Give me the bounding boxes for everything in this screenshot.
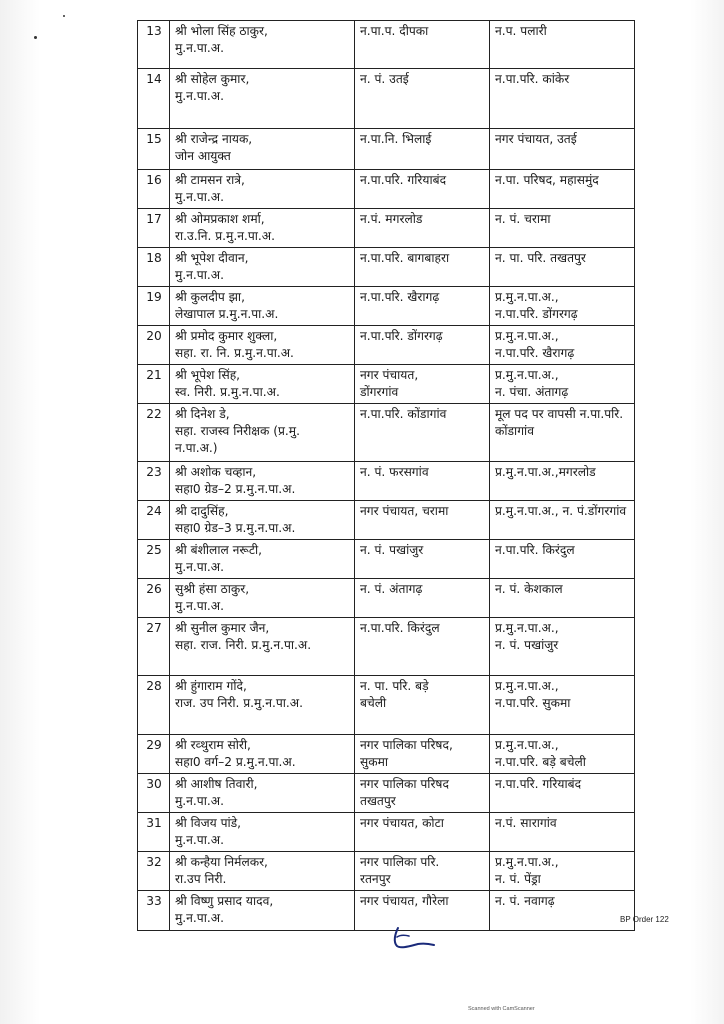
current-posting-line: न.पा.नि. भिलाई (360, 132, 432, 146)
officer-line: श्री सुनील कुमार जैन, (175, 621, 270, 635)
new-posting-line: न.प. पलारी (495, 24, 547, 38)
officer-line: श्री राजेन्द्र नायक, (175, 132, 253, 146)
new-posting-cell (490, 735, 635, 774)
signature (388, 922, 436, 956)
officer-line: सहा0 वर्ग–2 प्र.मु.न.पा.अ. (175, 755, 296, 769)
officer-line: सुश्री हंसा ठाकुर, (175, 582, 250, 596)
officer-name-cell (170, 21, 355, 69)
current-posting-cell (355, 540, 490, 579)
officer-line: सहा0 ग्रेड–2 प्र.मु.न.पा.अ. (175, 482, 296, 496)
transfer-table-body (138, 21, 635, 931)
new-posting-line: न. पा. परि. तखतपुर (495, 251, 586, 265)
new-posting-cell (490, 774, 635, 813)
new-posting-line: न. पं. पखांजुर (495, 638, 559, 652)
officer-line: सहा. राजस्व निरीक्षक (प्र.मु. (175, 424, 300, 438)
table-row (138, 735, 635, 774)
officer-name-cell (170, 129, 355, 170)
new-posting-line: मूल पद पर वापसी न.पा.परि. (495, 407, 624, 421)
serial-number: 30 (138, 774, 170, 813)
officer-name-cell (170, 676, 355, 735)
table-row (138, 69, 635, 129)
officer-name-cell (170, 404, 355, 462)
officer-name-cell (170, 540, 355, 579)
officer-line: मु.न.पा.अ. (175, 190, 224, 204)
officer-name-cell (170, 287, 355, 326)
current-posting-line: न.पा.परि. डोंगरगढ़ (360, 329, 443, 343)
new-posting-cell (490, 501, 635, 540)
table-row (138, 462, 635, 501)
officer-name-cell (170, 774, 355, 813)
new-posting-line: प्र.मु.न.पा.अ., (495, 368, 559, 382)
serial-number: 15 (138, 129, 170, 170)
current-posting-cell (355, 326, 490, 365)
officer-line: मु.न.पा.अ. (175, 794, 224, 808)
current-posting-line: नगर पंचायत, चरामा (360, 504, 449, 518)
officer-name-cell (170, 735, 355, 774)
new-posting-cell (490, 540, 635, 579)
new-posting-line: न. पं. पेंड्रा (495, 872, 541, 886)
officer-line: श्री टामसन रात्रे, (175, 173, 245, 187)
new-posting-cell (490, 852, 635, 891)
new-posting-cell (490, 618, 635, 676)
new-posting-cell (490, 891, 635, 931)
current-posting-cell (355, 170, 490, 209)
officer-line: श्री प्रमोद कुमार शुक्ला, (175, 329, 278, 343)
current-posting-cell (355, 735, 490, 774)
serial-number: 26 (138, 579, 170, 618)
current-posting-line: न.पं. मगरलोड (360, 212, 423, 226)
table-row (138, 579, 635, 618)
scanner-watermark: Scanned with CamScanner (468, 1006, 535, 1012)
new-posting-line: नगर पंचायत, उतई (495, 132, 577, 146)
scan-speck (63, 15, 65, 17)
officer-line: श्री हुंगाराम गोंदे, (175, 679, 247, 693)
current-posting-line: न.पा.परि. गरियाबंद (360, 173, 447, 187)
new-posting-cell (490, 579, 635, 618)
table-row (138, 326, 635, 365)
officer-name-cell (170, 579, 355, 618)
serial-number: 17 (138, 209, 170, 248)
current-posting-line: नगर पंचायत, गौरेला (360, 894, 449, 908)
officer-name-cell (170, 813, 355, 852)
officer-line: रा.उ.नि. प्र.मु.न.पा.अ. (175, 229, 275, 243)
new-posting-cell (490, 209, 635, 248)
officer-line: श्री दादुसिंह, (175, 504, 229, 518)
new-posting-line: न.पा.परि. किरंदुल (495, 543, 575, 557)
officer-line: श्री कन्हैया निर्मलकर, (175, 855, 268, 869)
table-row (138, 404, 635, 462)
serial-number: 28 (138, 676, 170, 735)
new-posting-line: प्र.मु.न.पा.अ., (495, 738, 559, 752)
officer-line: स्व. निरी. प्र.मु.न.पा.अ. (175, 385, 280, 399)
officer-line: श्री दिनेश डे, (175, 407, 230, 421)
current-posting-cell (355, 21, 490, 69)
table-row (138, 21, 635, 69)
serial-number: 19 (138, 287, 170, 326)
serial-number: 23 (138, 462, 170, 501)
officer-line: मु.न.पा.अ. (175, 560, 224, 574)
serial-number: 20 (138, 326, 170, 365)
new-posting-line: न.पा.परि. बड़े बचेली (495, 755, 586, 769)
new-posting-cell (490, 676, 635, 735)
table-row (138, 540, 635, 579)
new-posting-line: प्र.मु.न.पा.अ., (495, 621, 559, 635)
current-posting-line: नगर पंचायत, (360, 368, 419, 382)
current-posting-cell (355, 676, 490, 735)
table-row (138, 170, 635, 209)
new-posting-line: प्र.मु.न.पा.अ., (495, 855, 559, 869)
new-posting-cell (490, 21, 635, 69)
serial-number: 22 (138, 404, 170, 462)
new-posting-line: प्र.मु.न.पा.अ., न. पं.डोंगरगांव (495, 504, 627, 518)
current-posting-line: नगर पालिका परिषद, (360, 738, 453, 752)
current-posting-line: रतनपुर (360, 872, 391, 886)
officer-line: श्री ओमप्रकाश शर्मा, (175, 212, 265, 226)
new-posting-line: न. पं. नवागढ़ (495, 894, 555, 908)
table-row (138, 287, 635, 326)
order-reference: BP Order 122 (620, 915, 669, 924)
serial-number: 14 (138, 69, 170, 129)
new-posting-cell (490, 365, 635, 404)
officer-name-cell (170, 891, 355, 931)
current-posting-line: नगर पालिका परि. (360, 855, 440, 869)
new-posting-line: न. पं. चरामा (495, 212, 551, 226)
officer-line: मु.न.पा.अ. (175, 41, 224, 55)
serial-number: 33 (138, 891, 170, 931)
table-row (138, 618, 635, 676)
current-posting-cell (355, 365, 490, 404)
new-posting-cell (490, 248, 635, 287)
officer-line: लेखापाल प्र.मु.न.पा.अ. (175, 307, 279, 321)
new-posting-line: न.पं. सारागांव (495, 816, 557, 830)
current-posting-line: न. पं. उतई (360, 72, 409, 86)
current-posting-line: न.पा.परि. खैरागढ़ (360, 290, 440, 304)
current-posting-line: न.पा.परि. किरंदुल (360, 621, 440, 635)
new-posting-line: न. पंचा. अंतागढ़ (495, 385, 569, 399)
current-posting-line: डोंगरगांव (360, 385, 399, 399)
new-posting-cell (490, 129, 635, 170)
officer-line: सहा. रा. नि. प्र.मु.न.पा.अ. (175, 346, 294, 360)
table-row (138, 852, 635, 891)
current-posting-line: न. पं. पखांजुर (360, 543, 424, 557)
current-posting-cell (355, 774, 490, 813)
current-posting-line: न.पा.परि. कोंडागांव (360, 407, 447, 421)
officer-line: मु.न.पा.अ. (175, 599, 224, 613)
table-row (138, 891, 635, 931)
new-posting-cell (490, 69, 635, 129)
serial-number: 24 (138, 501, 170, 540)
new-posting-line: न.पा.परि. खैरागढ़ (495, 346, 575, 360)
officer-line: राज. उप निरी. प्र.मु.न.पा.अ. (175, 696, 303, 710)
transfer-table (137, 20, 635, 931)
current-posting-cell (355, 248, 490, 287)
officer-line: जोन आयुक्त (175, 149, 231, 163)
officer-line: श्री रव्थुराम सोरी, (175, 738, 251, 752)
new-posting-cell (490, 462, 635, 501)
officer-name-cell (170, 365, 355, 404)
current-posting-line: न.पा.प. दीपका (360, 24, 429, 38)
officer-line: न.पा.अ.) (175, 441, 218, 455)
new-posting-line: न.पा.परि. गरियाबंद (495, 777, 582, 791)
officer-name-cell (170, 326, 355, 365)
current-posting-cell (355, 287, 490, 326)
serial-number: 31 (138, 813, 170, 852)
officer-line: श्री भूपेश सिंह, (175, 368, 241, 382)
current-posting-line: तखतपुर (360, 794, 396, 808)
new-posting-line: प्र.मु.न.पा.अ.,मगरलोड (495, 465, 596, 479)
current-posting-cell (355, 404, 490, 462)
new-posting-line: न.पा.परि. सुकमा (495, 696, 571, 710)
officer-name-cell (170, 618, 355, 676)
table-row (138, 129, 635, 170)
table-row (138, 813, 635, 852)
officer-line: श्री विजय पांडे, (175, 816, 242, 830)
table-row (138, 676, 635, 735)
new-posting-cell (490, 404, 635, 462)
officer-line: श्री कुलदीप झा, (175, 290, 245, 304)
officer-name-cell (170, 248, 355, 287)
officer-line: सहा. राज. निरी. प्र.मु.न.पा.अ. (175, 638, 312, 652)
officer-line: श्री सोहेल कुमार, (175, 72, 250, 86)
serial-number: 16 (138, 170, 170, 209)
current-posting-line: न. पं. अंतागढ़ (360, 582, 423, 596)
officer-line: सहा0 ग्रेड–3 प्र.मु.न.पा.अ. (175, 521, 296, 535)
officer-name-cell (170, 69, 355, 129)
current-posting-line: न. पं. फरसगांव (360, 465, 429, 479)
current-posting-cell (355, 69, 490, 129)
officer-line: मु.न.पा.अ. (175, 911, 224, 925)
new-posting-line: कोंडागांव (495, 424, 534, 438)
table-row (138, 248, 635, 287)
officer-name-cell (170, 209, 355, 248)
officer-line: श्री भोला सिंह ठाकुर, (175, 24, 268, 38)
new-posting-cell (490, 813, 635, 852)
new-posting-cell (490, 326, 635, 365)
table-row (138, 365, 635, 404)
serial-number: 32 (138, 852, 170, 891)
officer-name-cell (170, 852, 355, 891)
serial-number: 21 (138, 365, 170, 404)
current-posting-cell (355, 813, 490, 852)
officer-line: रा.उप निरी. (175, 872, 227, 886)
officer-line: श्री बंशीलाल नरूटी, (175, 543, 263, 557)
new-posting-line: प्र.मु.न.पा.अ., (495, 329, 559, 343)
officer-name-cell (170, 170, 355, 209)
new-posting-line: न. पं. केशकाल (495, 582, 563, 596)
scan-speck (34, 36, 37, 39)
serial-number: 27 (138, 618, 170, 676)
officer-name-cell (170, 501, 355, 540)
serial-number: 25 (138, 540, 170, 579)
current-posting-line: न.पा.परि. बागबाहरा (360, 251, 450, 265)
table-row (138, 501, 635, 540)
current-posting-cell (355, 852, 490, 891)
table-row (138, 209, 635, 248)
current-posting-cell (355, 209, 490, 248)
officer-name-cell (170, 462, 355, 501)
current-posting-cell (355, 129, 490, 170)
new-posting-line: प्र.मु.न.पा.अ., (495, 679, 559, 693)
new-posting-line: न.पा. परिषद, महासमुंद (495, 173, 599, 187)
new-posting-line: न.पा.परि. कांकेर (495, 72, 570, 86)
officer-line: श्री अशोक चव्हान, (175, 465, 257, 479)
current-posting-line: नगर पालिका परिषद (360, 777, 449, 791)
serial-number: 18 (138, 248, 170, 287)
new-posting-line: प्र.मु.न.पा.अ., (495, 290, 559, 304)
serial-number: 29 (138, 735, 170, 774)
current-posting-cell (355, 501, 490, 540)
current-posting-cell (355, 462, 490, 501)
current-posting-line: न. पा. परि. बड़े (360, 679, 429, 693)
new-posting-line: न.पा.परि. डोंगरगढ़ (495, 307, 578, 321)
officer-line: श्री भूपेश दीवान, (175, 251, 249, 265)
table-row (138, 774, 635, 813)
officer-line: श्री विष्णु प्रसाद यादव, (175, 894, 274, 908)
current-posting-line: बचेली (360, 696, 387, 710)
current-posting-line: नगर पंचायत, कोटा (360, 816, 444, 830)
officer-line: श्री आशीष तिवारी, (175, 777, 258, 791)
current-posting-cell (355, 618, 490, 676)
officer-line: मु.न.पा.अ. (175, 833, 224, 847)
new-posting-cell (490, 287, 635, 326)
officer-line: मु.न.पा.अ. (175, 89, 224, 103)
current-posting-cell (355, 579, 490, 618)
new-posting-cell (490, 170, 635, 209)
serial-number: 13 (138, 21, 170, 69)
current-posting-line: सुकमा (360, 755, 389, 769)
officer-line: मु.न.पा.अ. (175, 268, 224, 282)
